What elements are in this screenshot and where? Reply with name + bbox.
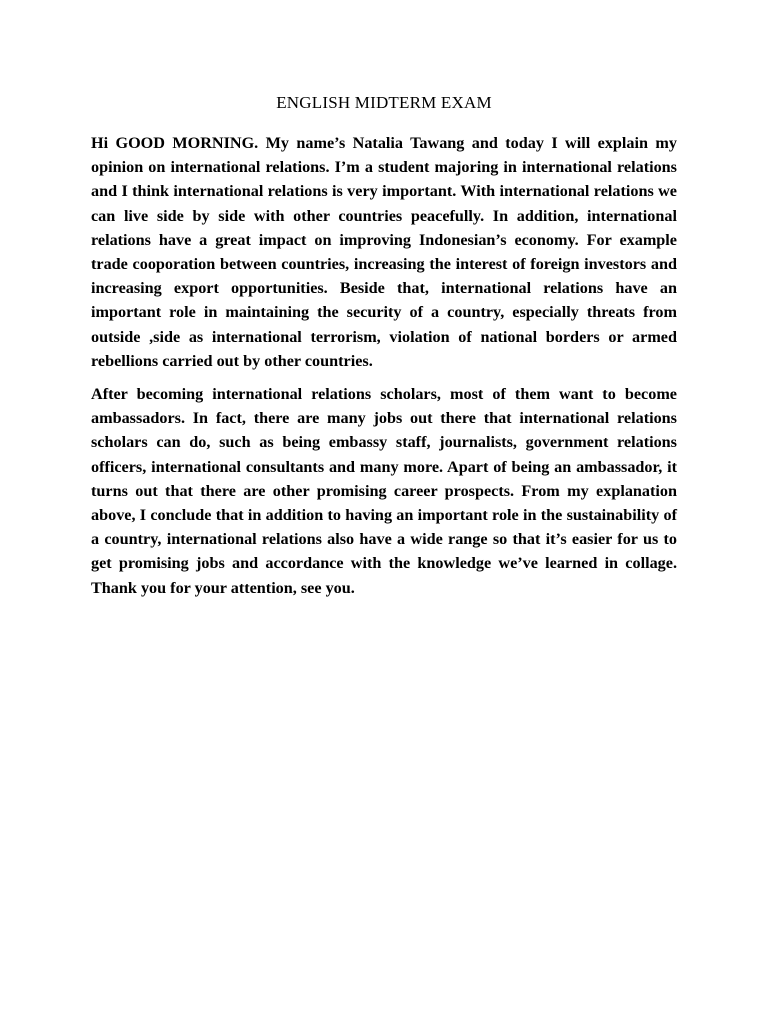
paragraph-2: After becoming international relations scholars, most of them want to become ambassadors. In fact, there are many jobs out there that international relations scholars can do, such as being embassy staff, journalists, government relations officers, international consultants and many more. Apart of being an ambassador, it turns out that there are other promising career prospects. From my explanation above, I conclude that in addition to having an important role in the sustainability of a country, international relations also have a wide range so that it’s easier for us to get promising jobs and accordance with the knowledge we’ve learned in collage. Thank you for your attention, see you. [91, 385, 677, 597]
document-body [91, 131, 677, 600]
document-title: ENGLISH MIDTERM EXAM [276, 93, 492, 112]
paragraph-1: Hi GOOD MORNING. My name’s Natalia Tawang and today I will explain my opinion on international relations. I’m a student majoring in international relations and I think international relations is very important. With international relations we can live side by side with other countries peacefully. In addition, international relations have a great impact on improving Indonesian’s economy. For example trade cooporation between countries, increasing the interest of foreign investors and increasing export opportunities. Beside that, international relations have an important role in maintaining the security of a country, especially threats from outside ,side as international terrorism, violation of national borders or armed rebellions carried out by other countries. [91, 134, 677, 370]
